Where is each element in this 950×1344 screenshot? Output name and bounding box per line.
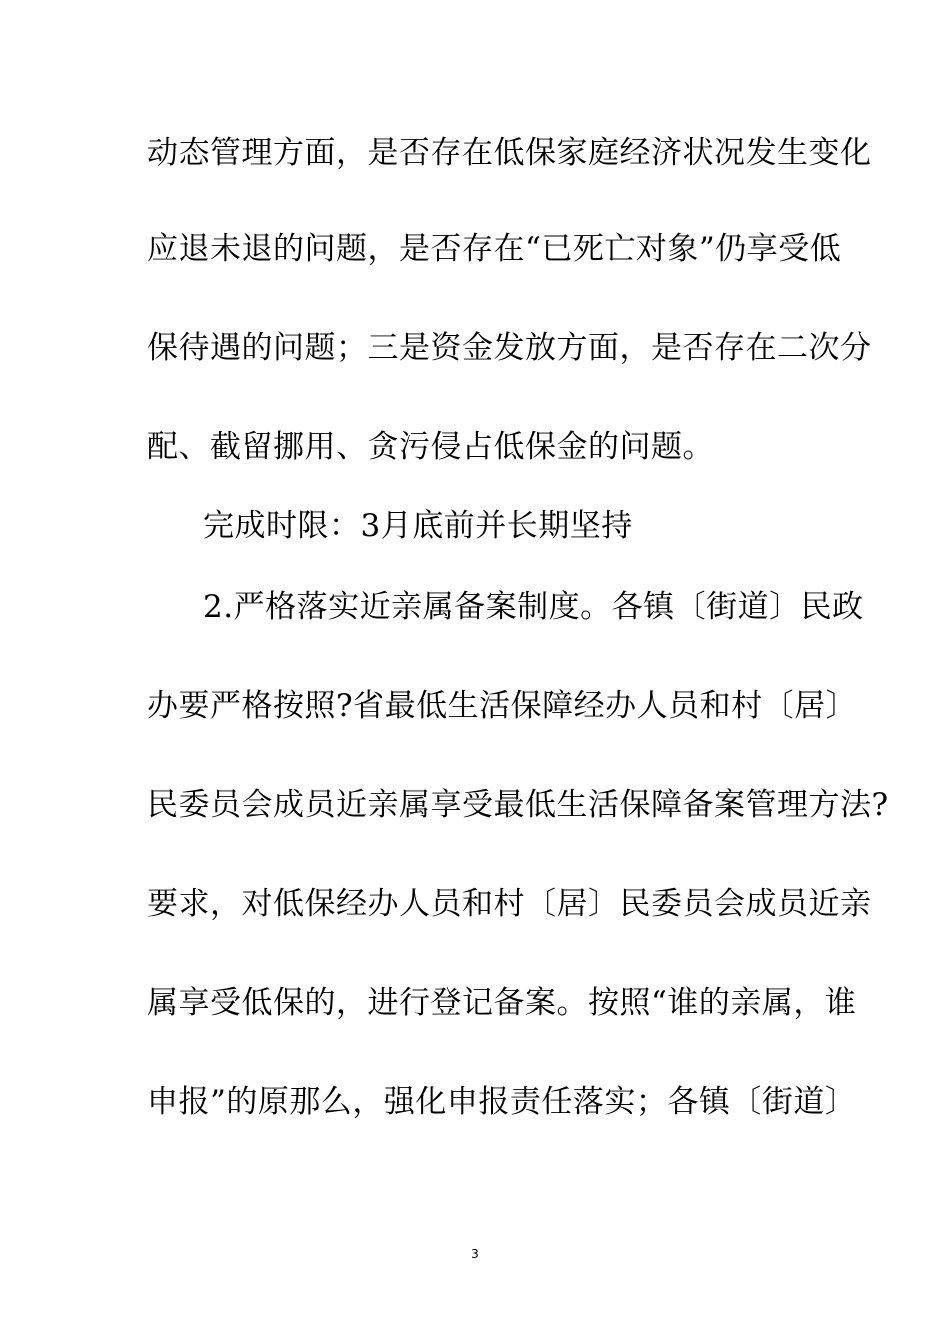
body-text-line: 配、截留挪用、贪污侵占低保金的问题。 (147, 429, 714, 465)
page-number: 3 (471, 1247, 479, 1261)
body-text-line: 办要严格按照?省最低生活保障经办人员和村〔居〕 (147, 688, 858, 724)
body-text-line: 要求，对低保经办人员和村〔居〕民委员会成员近亲 (147, 886, 872, 922)
section-heading-line: 2.严格落实近亲属备案制度。各镇〔街道〕民政 (203, 589, 864, 625)
deadline-line: 完成时限：3月底前并长期坚持 (203, 508, 633, 544)
body-text-line: 申报”的原那么，强化申报责任落实；各镇〔街道〕 (147, 1084, 857, 1120)
body-text-line: 动态管理方面，是否存在低保家庭经济状况发生变化 (147, 135, 872, 171)
body-text-line: 民委员会成员近亲属享受最低生活保障备案管理方法? (147, 787, 889, 823)
body-text-line: 应退未退的问题，是否存在“已死亡对象”仍享受低 (147, 231, 842, 267)
body-text-line: 属享受低保的，进行登记备案。按照“谁的亲属，谁 (147, 985, 857, 1021)
body-text-line: 保待遇的问题；三是资金发放方面，是否存在二次分 (147, 330, 872, 366)
